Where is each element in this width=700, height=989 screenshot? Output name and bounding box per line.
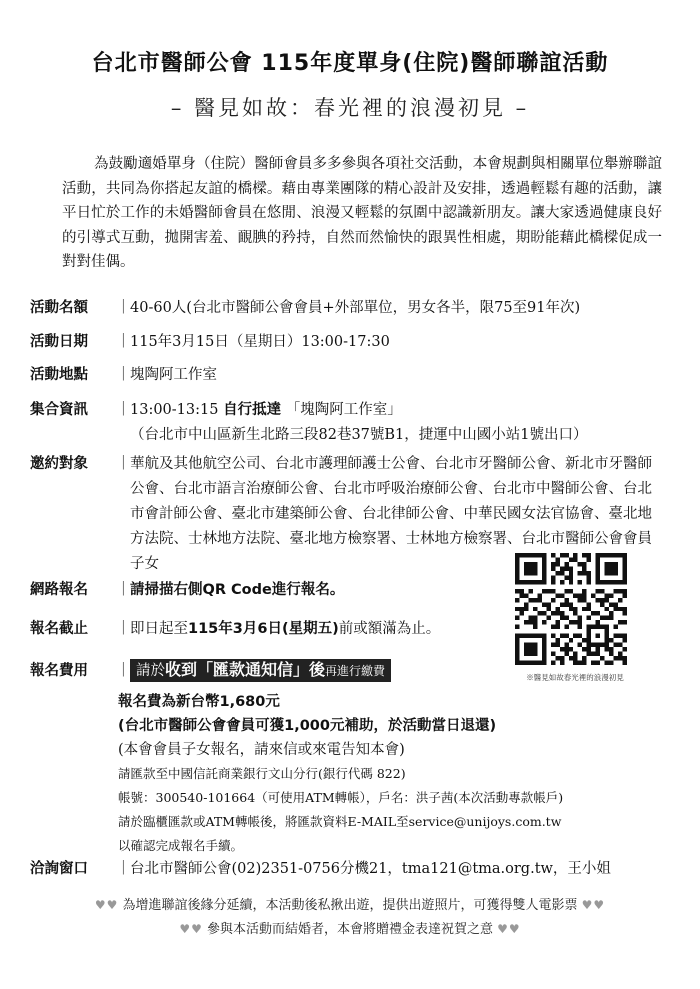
deadline-suffix: 前或額滿為止。 [338, 621, 441, 637]
heart-icon: ♥♥ [497, 922, 521, 936]
separator: ｜ [116, 367, 131, 383]
intro-paragraph: 為鼓勵適婚單身（住院）醫師會員多多參與各項社交活動，本會規劃與相關單位舉辦聯誼活動，共同為你搭起友誼的橋樑。藉由專業團隊的精心設計及安排，透過輕鬆有趣的活動，讓平日忙於工作的未婚醫師會員在悠閒、浪漫又輕鬆的氛圍中認識新朋友。讓大家透過健康良好的引導式互動，拋開害羞、靦腆的矜持，自然而然愉快的跟異性相處，期盼能藉此橋樑促成一對對佳偶。 [62, 156, 662, 270]
page-title: 台北市醫師公會 115年度單身(住院)醫師聯誼活動 [91, 51, 609, 76]
separator: ｜ [116, 861, 131, 877]
deadline-date: 115年3月6日(星期五) [188, 621, 339, 637]
online-value: 請掃描右側QR Code進行報名。 [130, 582, 345, 598]
separator: ｜ [116, 456, 131, 472]
date-label: 活動日期 [30, 334, 88, 350]
separator: ｜ [116, 334, 131, 350]
separator: ｜ [116, 663, 131, 679]
footer-line-2: 參與本活動而結婚者，本會將贈禮金表達祝賀之意 [206, 922, 493, 937]
meet-method: 自行抵達 [223, 402, 282, 418]
footer-note-1 [0, 894, 700, 913]
meet-place: 「塊陶阿工作室」 [285, 402, 402, 418]
deadline-prefix: 即日起至 [130, 621, 188, 637]
banner-post: 再進行繳費 [325, 664, 386, 678]
fee-payment-banner [130, 659, 391, 682]
qr-caption: ※醫見如故春光裡的浪漫初見 [526, 673, 624, 682]
footer-line-1: 為增進聯誼後緣分延續，本活動後私揪出遊，提供出遊照片，可獲得雙人電影票 [122, 898, 578, 913]
online-label: 網路報名 [30, 582, 88, 598]
date-value: 115年3月15日（星期日）13:00-17:30 [130, 334, 390, 350]
deadline-label: 報名截止 [30, 621, 88, 637]
fee-subsidy: (台北市醫師公會會員可獲1,000元補助，於活動當日退還) [118, 718, 497, 734]
meet-address: （台北市中山區新生北路三段82巷37號B1，捷運中山國小站1號出口） [130, 427, 588, 443]
fee-details [118, 690, 678, 858]
venue-label: 活動地點 [30, 367, 88, 383]
fee-label: 報名費用 [30, 663, 88, 679]
invitees-value: 華航及其他航空公司、台北市護理師護士公會、台北市牙醫師公會、新北市牙醫師公會、台北市語言治療師公會、台北市呼吸治療師公會、台北市中醫師公會、台北市會計師公會、臺北市建築師公會、台北律師公會、中華民國女法官協會、臺北地方法院、士林地方法院、臺北地方檢察署、士林地方檢察署、台北市醫師公會會員子女 [130, 456, 652, 572]
meet-time: 13:00-13:15 [130, 402, 219, 418]
fee-children: (本會會員子女報名，請來信或來電告知本會) [118, 742, 405, 758]
fee-email-note: 請於臨櫃匯款或ATM轉帳後，將匯款資料E-MAIL至service@unijoys.com.tw [118, 814, 562, 829]
heart-icon: ♥♥ [94, 898, 119, 912]
invitees-label: 邀約對象 [30, 456, 88, 472]
fee-amount: 報名費為新台幣1,680元 [118, 694, 280, 710]
banner-pre: 請於 [136, 663, 165, 679]
registration-qr-code[interactable] [515, 553, 627, 665]
footer-note-2 [0, 918, 700, 937]
heart-icon: ♥♥ [581, 898, 606, 912]
fee-bank: 請匯款至中國信託商業銀行文山分行(銀行代碼 822) [118, 766, 406, 781]
quota-value: 40-60人(台北市醫師公會會員+外部單位，男女各半，限75至91年次) [130, 300, 581, 316]
page-subtitle: – 醫見如故：春光裡的浪漫初見 – [170, 96, 530, 120]
fee-account: 帳號：300540-101664（可使用ATM轉帳），戶名：洪子茜(本次活動專款帳戶) [118, 790, 564, 805]
banner-big: 收到「匯款通知信」後 [165, 660, 326, 679]
separator: ｜ [116, 621, 131, 637]
meet-value [130, 398, 670, 448]
heart-icon: ♥♥ [179, 922, 203, 936]
meet-label: 集合資訊 [30, 402, 88, 418]
contact-value: 台北市醫師公會(02)2351-0756分機21，tma121@tma.org.tw，王小姐 [130, 861, 611, 877]
separator: ｜ [116, 582, 131, 598]
venue-value: 塊陶阿工作室 [130, 367, 217, 383]
quota-label: 活動名額 [30, 300, 88, 316]
contact-label: 洽詢窗口 [30, 861, 88, 877]
fee-confirm: 以確認完成報名手續。 [118, 838, 244, 853]
separator: ｜ [116, 300, 131, 316]
separator: ｜ [116, 402, 131, 418]
